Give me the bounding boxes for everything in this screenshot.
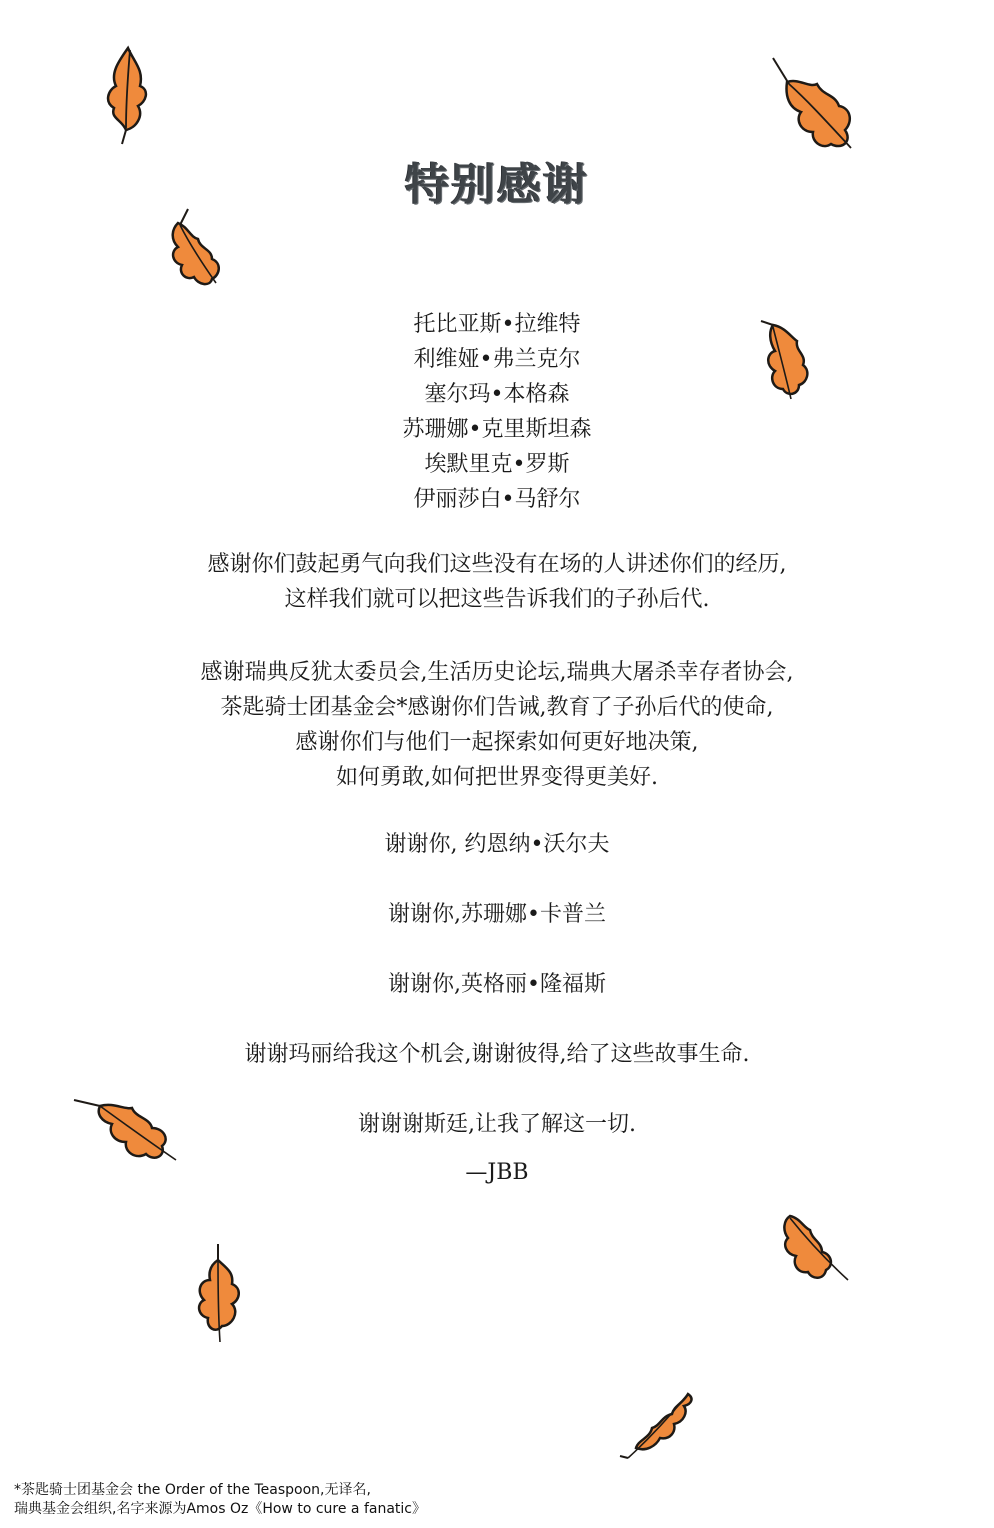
thanks-paragraph-line: 感谢你们与他们一起探索如何更好地决策, <box>295 730 699 755</box>
footnote-line: 瑞典基金会组织,名字来源为Amos Oz《How to cure a fanatic》 <box>14 1501 426 1517</box>
thanks-paragraph-line: 感谢你们鼓起勇气向我们这些没有在场的人讲述你们的经历, <box>207 552 787 577</box>
thanks-paragraph-line: 这样我们就可以把这些告诉我们的子孙后代. <box>284 587 710 612</box>
survivor-name: 伊丽莎白•马舒尔 <box>413 487 581 512</box>
footnote-line: *茶匙骑士团基金会 the Order of the Teaspoon,无译名, <box>14 1482 371 1498</box>
thanks-paragraph-line: 茶匙骑士团基金会*感谢你们告诫,教育了子孙后代的使命, <box>220 695 774 720</box>
autumn-leaf-icon <box>160 205 226 291</box>
survivor-name: 利维娅•弗兰克尔 <box>413 347 581 372</box>
thanks-paragraph-line: 感谢瑞典反犹太委员会,生活历史论坛,瑞典大屠杀幸存者协会, <box>200 660 794 685</box>
thanks-line: 谢谢你,苏珊娜•卡普兰 <box>388 902 606 927</box>
thanks-line: 谢谢谢斯廷,让我了解这一切. <box>358 1112 636 1137</box>
survivor-name: 苏珊娜•克里斯坦森 <box>402 417 592 442</box>
autumn-leaf-icon <box>776 1208 850 1286</box>
autumn-leaf-icon <box>765 52 865 157</box>
autumn-leaf-icon <box>100 40 156 150</box>
thanks-line: 谢谢你, 约恩纳•沃尔夫 <box>384 832 610 857</box>
thanks-paragraph-line: 如何勇敢,如何把世界变得更美好. <box>336 765 658 790</box>
thanks-line: 谢谢你,英格丽•隆福斯 <box>388 972 606 997</box>
autumn-leaf-icon <box>188 1242 250 1348</box>
survivor-name: 塞尔玛•本格森 <box>424 382 570 407</box>
autumn-leaf-icon <box>616 1386 700 1464</box>
survivor-name: 托比亚斯•拉维特 <box>413 312 581 337</box>
signature: —JBB <box>465 1160 529 1185</box>
page-title: 特别感谢 <box>405 159 589 210</box>
thanks-line: 谢谢玛丽给我这个机会,谢谢彼得,给了这些故事生命. <box>244 1042 750 1067</box>
survivor-name: 埃默里克•罗斯 <box>424 452 570 477</box>
